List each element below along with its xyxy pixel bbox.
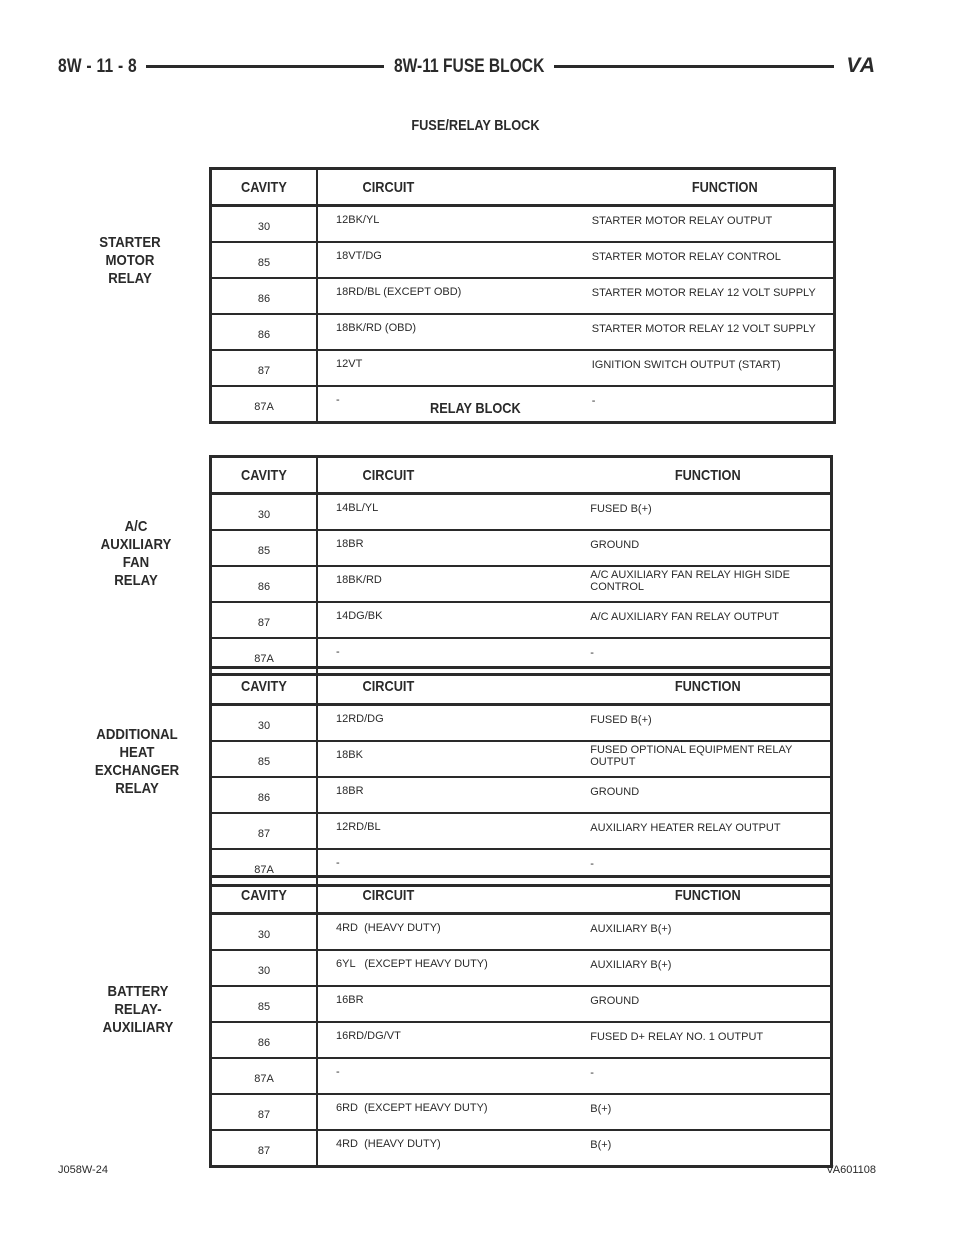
label-line: AUXILIARY: [100, 536, 172, 553]
circuit-cell: -: [317, 638, 574, 675]
function-cell: STARTER MOTOR RELAY 12 VOLT SUPPLY: [576, 278, 835, 314]
circuit-cell: 14BL/YL: [336, 502, 379, 514]
cavity-cell: 30: [211, 494, 318, 531]
function-cell: FUSED B(+): [590, 714, 652, 726]
circuit-cell: 16BR: [317, 986, 574, 1022]
table-row: [211, 1130, 832, 1167]
cavity-cell: 30: [211, 950, 318, 986]
table-row: [211, 242, 835, 278]
circuit-cell: 4RD (HEAVY DUTY): [336, 922, 441, 934]
circuit-cell: 12VT: [317, 350, 576, 386]
function-cell: IGNITION SWITCH OUTPUT (START): [576, 350, 835, 386]
footer-left-code: J058W-24: [58, 1164, 108, 1176]
table-row: [211, 602, 832, 638]
function-cell: -: [574, 1058, 831, 1094]
column-header-function: FUNCTION: [574, 457, 831, 494]
table-row: [211, 566, 832, 602]
function-cell: STARTER MOTOR RELAY OUTPUT: [591, 215, 773, 227]
column-header-circuit: CIRCUIT: [317, 877, 574, 914]
function-cell: FUSED D+ RELAY NO. 1 OUTPUT: [574, 1022, 831, 1058]
column-header-circuit: CIRCUIT: [317, 169, 576, 206]
circuit-cell: 12RD/DG: [336, 713, 384, 725]
cavity-cell: 87A: [211, 1058, 318, 1094]
circuit-cell: 18BK: [317, 741, 574, 777]
circuit-cell: 18RD/BL (EXCEPT OBD): [317, 278, 576, 314]
page-number: 8W - 11 - 8: [58, 56, 137, 77]
circuit-cell: 18BR: [317, 530, 574, 566]
function-cell: FUSED OPTIONAL EQUIPMENT RELAY OUTPUT: [574, 741, 831, 777]
function-cell: STARTER MOTOR RELAY CONTROL: [576, 242, 835, 278]
cavity-cell: 87A: [211, 849, 318, 886]
cavity-cell: 85: [211, 530, 318, 566]
cavity-cell: 85: [211, 986, 318, 1022]
column-header-function: FUNCTION: [574, 877, 831, 914]
section-title-fuse-relay-block: FUSE/RELAY BLOCK: [411, 117, 540, 134]
cavity-cell: 87: [211, 1130, 318, 1167]
section-title-relay-block: RELAY BLOCK: [430, 400, 521, 417]
table-row: [211, 950, 832, 986]
cavity-cell: 86: [211, 1022, 318, 1058]
additional-heat-exchanger-relay-table: [209, 666, 833, 887]
circuit-cell: 18BK/RD: [317, 566, 574, 602]
ac-auxiliary-fan-relay-table: [209, 455, 833, 676]
table-row: [211, 914, 832, 951]
table-row: [211, 1094, 832, 1130]
column-header-cavity: CAVITY: [211, 169, 318, 206]
label-line: FAN: [122, 554, 150, 571]
function-cell: GROUND: [574, 986, 831, 1022]
column-header-cavity: CAVITY: [211, 668, 318, 705]
circuit-cell: 18BK/RD (OBD): [317, 314, 576, 350]
circuit-cell: -: [317, 386, 576, 423]
table-row: [211, 386, 835, 423]
column-header-circuit: CIRCUIT: [317, 668, 574, 705]
function-cell: A/C AUXILIARY FAN RELAY HIGH SIDE CONTROL: [574, 566, 831, 602]
circuit-cell: 4RD (HEAVY DUTY): [317, 1130, 574, 1167]
label-line: RELAY: [114, 572, 158, 589]
table-row: [211, 530, 832, 566]
circuit-cell: 6RD (EXCEPT HEAVY DUTY): [317, 1094, 574, 1130]
function-cell: B(+): [574, 1130, 831, 1167]
label-line: RELAY: [108, 270, 152, 287]
function-cell: AUXILIARY HEATER RELAY OUTPUT: [574, 813, 831, 849]
function-cell: -: [574, 849, 831, 886]
table-row: [211, 1022, 832, 1058]
function-cell: A/C AUXILIARY FAN RELAY OUTPUT: [574, 602, 831, 638]
circuit-cell: 18VT/DG: [317, 242, 576, 278]
table-header-row: [211, 877, 832, 914]
label-additional-heat-exchanger-relay: [90, 726, 183, 798]
label-line: RELAY-: [114, 1001, 162, 1018]
header-rule-left: [146, 65, 384, 68]
label-battery-relay-auxiliary: [96, 983, 180, 1037]
circuit-cell: 18BR: [317, 777, 574, 813]
cavity-cell: 85: [211, 242, 318, 278]
label-line: ADDITIONAL: [96, 726, 178, 743]
cavity-cell: 87: [211, 1094, 318, 1130]
function-cell: -: [574, 638, 831, 675]
header-rule-right: [554, 65, 834, 68]
table-row: [211, 278, 835, 314]
label-line: AUXILIARY: [102, 1019, 174, 1036]
circuit-cell: 6YL (EXCEPT HEAVY DUTY): [317, 950, 574, 986]
table-row: [211, 986, 832, 1022]
function-cell: -: [576, 386, 835, 423]
cavity-cell: 86: [211, 566, 318, 602]
function-cell: B(+): [574, 1094, 831, 1130]
column-header-cavity: CAVITY: [211, 457, 318, 494]
label-line: RELAY: [115, 780, 159, 797]
cavity-cell: 87A: [211, 386, 318, 423]
footer-right-code: VA601108: [826, 1164, 876, 1176]
function-cell: GROUND: [574, 530, 831, 566]
function-cell: AUXILIARY B(+): [574, 950, 831, 986]
function-cell: STARTER MOTOR RELAY 12 VOLT SUPPLY: [576, 314, 835, 350]
column-header-function: FUNCTION: [576, 169, 835, 206]
page-title: 8W-11 FUSE BLOCK: [394, 56, 545, 77]
column-header-function: FUNCTION: [574, 668, 831, 705]
cavity-cell: 87A: [211, 638, 318, 675]
table-header-row: [211, 457, 832, 494]
label-line: STARTER: [99, 234, 161, 251]
table-row: [211, 777, 832, 813]
cavity-cell: 30: [211, 705, 318, 742]
label-line: A/C: [124, 518, 148, 535]
circuit-cell: 12BK/YL: [336, 214, 380, 226]
cavity-cell: 86: [211, 314, 318, 350]
circuit-cell: -: [317, 849, 574, 886]
circuit-cell: 14DG/BK: [317, 602, 574, 638]
circuit-cell: 16RD/DG/VT: [317, 1022, 574, 1058]
column-header-cavity: CAVITY: [211, 877, 318, 914]
circuit-cell: -: [317, 1058, 574, 1094]
cavity-cell: 85: [211, 741, 318, 777]
cavity-cell: 87: [211, 813, 318, 849]
table-header-row: [211, 668, 832, 705]
cavity-cell: 86: [211, 777, 318, 813]
cavity-cell: 86: [211, 278, 318, 314]
label-ac-auxiliary-fan-relay: [94, 518, 178, 590]
table-row: [211, 206, 835, 243]
function-cell: GROUND: [574, 777, 831, 813]
table-header-row: [211, 169, 835, 206]
cavity-cell: 87: [211, 602, 318, 638]
label-starter-motor-relay: [93, 234, 167, 288]
table-row: [211, 813, 832, 849]
model-code: VA: [846, 54, 876, 77]
label-line: EXCHANGER: [94, 762, 180, 779]
label-line: MOTOR: [105, 252, 155, 269]
cavity-cell: 87: [211, 350, 318, 386]
cavity-cell: 30: [211, 206, 318, 243]
table-row: [211, 705, 832, 742]
label-line: BATTERY: [107, 983, 169, 1000]
circuit-cell: 12RD/BL: [317, 813, 574, 849]
table-row: [211, 350, 835, 386]
label-line: HEAT: [119, 744, 155, 761]
function-cell: FUSED B(+): [590, 503, 652, 515]
table-row: [211, 1058, 832, 1094]
function-cell: AUXILIARY B(+): [590, 923, 672, 935]
column-header-circuit: CIRCUIT: [317, 457, 574, 494]
starter-motor-relay-table: [209, 167, 836, 424]
table-row: [211, 494, 832, 531]
cavity-cell: 30: [211, 914, 318, 951]
table-row: [211, 314, 835, 350]
page-header: [58, 52, 878, 82]
battery-relay-auxiliary-table: [209, 875, 833, 1168]
table-row: [211, 741, 832, 777]
